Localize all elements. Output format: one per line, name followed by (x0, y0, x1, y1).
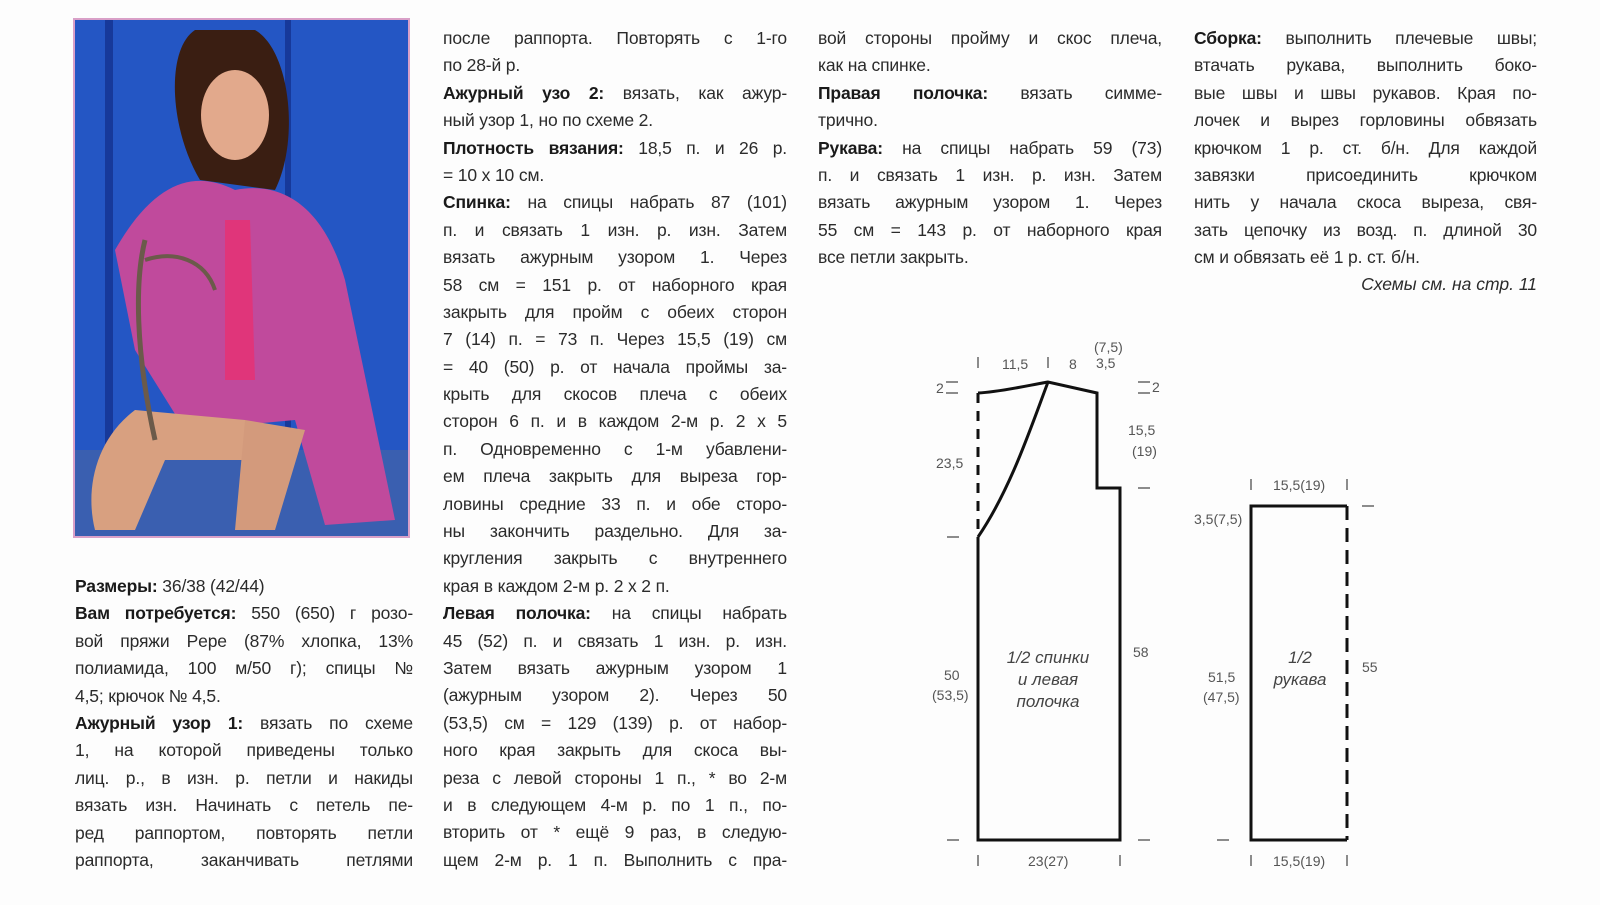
dimension-ticks (946, 357, 1374, 866)
dim-armhole-b: (19) (1132, 443, 1157, 459)
dim-left-drop: 2 (936, 380, 944, 396)
line-text: края в каждом 2-м р. 2 х 2 п. (443, 575, 670, 596)
schemes-reference: Схемы см. на стр. 11 (1361, 274, 1537, 294)
line-text: ловины средние 33 п. и обе сторо- (443, 493, 787, 514)
line-text: п. и связать 1 изн. р. изн. Затем (443, 219, 787, 240)
dim-right-length: 58 (1133, 644, 1149, 660)
line-text: полиамида, 100 м/50 г); спицы № (75, 658, 413, 679)
line-text: = 10 х 10 см. (443, 164, 545, 185)
line-text: реза с левой стороны 1 п., * во 2-м (443, 767, 787, 788)
body-piece-diagram (978, 382, 1120, 840)
line-text: трично. (818, 110, 878, 131)
line-text: п. Одновременно с 1-м убавлени- (443, 438, 787, 459)
line-text: вторить от * ещё 9 раз, в следую- (443, 822, 787, 843)
line-text: закрыть для пройм с обеих сторон (443, 301, 787, 322)
line-text: см и обвязать её 1 р. ст. б/н. (1194, 247, 1420, 268)
sleeve-label-2: рукава (1273, 670, 1327, 689)
line-text: нить у начала скоса выреза, свя- (1194, 192, 1537, 213)
dim-neck-depth: 23,5 (936, 455, 964, 471)
line-text: раппорта, заканчивать петлями (75, 849, 413, 870)
section-heading: Размеры: (75, 576, 158, 596)
line-text: 4,5; крючок № 4,5. (75, 685, 221, 706)
line-text: ного края закрыть для скоса вы- (443, 740, 787, 761)
line-text: лиц. р., в изн. р. петли и накиды (75, 767, 413, 788)
section-heading: Рукава: (818, 137, 883, 158)
line-text: вязать, как ажур- (604, 82, 787, 103)
line-text: 18,5 п. и 26 р. (623, 137, 787, 158)
line-text: втачать рукава, выполнить боко- (1194, 55, 1537, 76)
line-text: ны закончить раздельно. Для за- (443, 521, 787, 542)
dim-side-a: 50 (944, 667, 960, 683)
line-text: = 40 (50) р. от начала проймы за- (443, 356, 787, 377)
line-text: п. и связать 1 изн. р. изн. Затем (818, 164, 1162, 185)
sleeve-label-1: 1/2 (1288, 648, 1312, 667)
body-label-3: полочка (1016, 692, 1080, 711)
section-heading: Спинка: (443, 192, 511, 213)
dim-side-b: (53,5) (932, 687, 969, 703)
section-heading: Ажурный узо 2: (443, 82, 605, 103)
line-text: (53,5) см = 129 (139) р. от набор- (443, 712, 787, 733)
dim-sleeve-side-a: 51,5 (1208, 669, 1236, 685)
section-heading: Правая полочка: (818, 82, 989, 103)
line-text: вые швы и швы рукавов. Края по- (1194, 82, 1537, 103)
dim-top-right-a: (7,5) (1094, 339, 1123, 355)
line-text: ред раппортом, повторять петли (75, 822, 413, 843)
line-text: вязать по схеме (243, 712, 413, 733)
line-text: 58 см = 151 р. от наборного края (443, 274, 787, 295)
line-text: зать цепочку из возд. п. длиной 30 (1194, 219, 1537, 240)
line-text: выполнить плечевые швы; (1261, 28, 1537, 48)
line-text: вязать симме- (988, 82, 1163, 103)
line-text: завязки присоединить крючком (1194, 164, 1537, 185)
line-text: после раппорта. Повторять с 1-го (443, 28, 787, 48)
line-text: кругления закрыть с внутреннего (443, 548, 787, 569)
line-text: вязать изн. Начинать с петель пе- (75, 795, 413, 816)
dim-sleeve-bottom: 15,5(19) (1273, 853, 1326, 869)
line-text: крыть для скосов плеча с обеих (443, 384, 787, 405)
line-text: вой стороны пройму и скос плеча, (818, 28, 1162, 48)
line-text: Затем вязать ажурным узором 1 (443, 657, 787, 678)
section-heading: Ажурный узор 1: (75, 712, 244, 733)
line-text: 1, на которой приведены только (75, 740, 413, 761)
body-label-1: 1/2 спинки (1006, 648, 1090, 667)
line-text: на спицы набрать (590, 603, 787, 624)
line-text: вязать ажурным узором 1. Через (443, 247, 787, 268)
line-text: 7 (14) п. = 73 п. Через 15,5 (19) см (443, 329, 787, 350)
line-text: ный узор 1, но по схеме 2. (443, 110, 653, 131)
line-text: 55 см = 143 р. от наборного края (818, 219, 1162, 240)
section-heading: Вам потребуется: (75, 603, 237, 624)
line-text: сторон 6 п. и в каждом 2-м р. 2 х 5 (443, 411, 787, 432)
line-text: и в следующем 4-м р. по 1 п., по- (443, 794, 787, 815)
body-outline (978, 382, 1120, 840)
neckline-curve (978, 382, 1048, 537)
line-text: щем 2-м р. 1 п. Выполнить с пра- (443, 849, 787, 870)
dim-bottom-width: 23(27) (1028, 853, 1069, 869)
dim-armhole-a: 15,5 (1128, 422, 1156, 438)
line-text: на спицы набрать 87 (101) (510, 192, 787, 213)
dim-neck-width: 8 (1069, 356, 1077, 372)
line-text: по 28-й р. (443, 55, 521, 76)
dim-right-drop: 2 (1152, 379, 1160, 395)
line-text: лочек и вырез горловины обвязать (1194, 110, 1537, 131)
section-heading: Плотность вязания: (443, 137, 624, 158)
line-text: на спицы набрать 59 (73) (882, 137, 1162, 158)
line-text: (ажурным узором 2). Через 50 (443, 685, 787, 706)
line-text: вой пряжи Pepe (87% хлопка, 13% (75, 630, 413, 651)
line-text: крючком 1 р. ст. б/н. Для каждой (1194, 137, 1537, 158)
section-heading: Левая полочка: (443, 603, 591, 624)
dim-sleeve-cap: 3,5(7,5) (1194, 511, 1243, 527)
line-text: вязать ажурным узором 1. Через (818, 192, 1162, 213)
line-text: как на спинке. (818, 55, 931, 76)
dim-top-right-b: 3,5 (1096, 355, 1116, 371)
dim-sleeve-side-b: (47,5) (1203, 689, 1240, 705)
line-text: все петли закрыть. (818, 247, 969, 268)
line-text: 550 (650) г розо- (236, 603, 413, 624)
line-text: 45 (52) п. и связать 1 изн. р. изн. (443, 630, 787, 651)
body-label-2: и левая (1017, 670, 1079, 689)
section-heading: Сборка: (1194, 28, 1262, 48)
dim-sleeve-top: 15,5(19) (1273, 477, 1326, 493)
line-text: 36/38 (42/44) (157, 576, 265, 596)
line-text: ем плеча закрыть для выреза гор- (443, 466, 787, 487)
dim-sleeve-length: 55 (1362, 659, 1378, 675)
dim-shoulder: 11,5 (1002, 356, 1029, 372)
